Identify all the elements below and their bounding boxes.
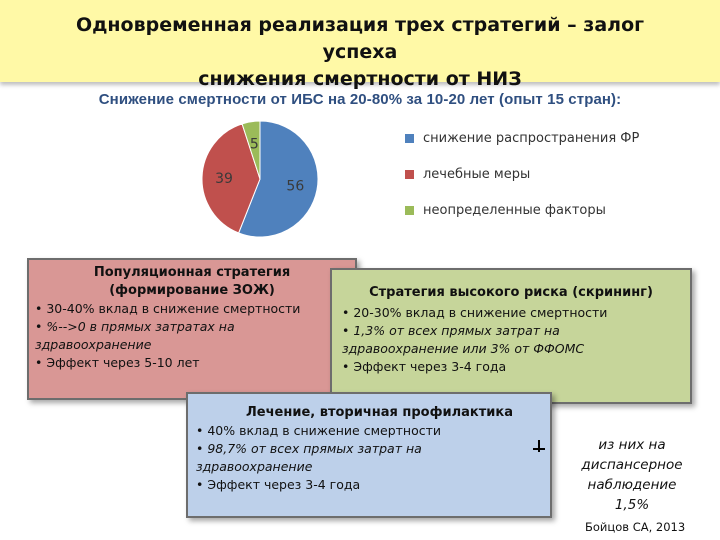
legend-swatch [405, 134, 414, 143]
chart-subtitle: Снижение смертности от ИБС на 20-80% за 10-20 лет (опыт 15 стран): [98, 91, 622, 108]
slide-title [40, 12, 680, 93]
legend-swatch [405, 206, 414, 215]
pie-chart [185, 113, 365, 253]
legend-item [405, 200, 639, 220]
population-strategy-line: • Эффект через 5-10 лет [35, 355, 200, 370]
high-risk-strategy-line: • 20-30% вклад в снижение смертности [342, 305, 608, 320]
legend-item [405, 128, 639, 148]
treatment-line: • Эффект через 3-4 года [196, 477, 361, 492]
chart-legend [405, 128, 639, 236]
side-note [563, 435, 701, 515]
pie-slice-label: 56 [286, 178, 305, 195]
pie-slice-label: 5 [249, 136, 259, 153]
side-note-line: 1,5% [614, 497, 650, 513]
population-strategy-line: • 30-40% вклад в снижение смертности [35, 301, 301, 316]
side-note-line: из них на [598, 437, 666, 453]
population-strategy-line: • %-->0 в прямых затратах на [35, 319, 235, 334]
slide-title-line1: Одновременная реализация трех стратегий – залог успеха [75, 14, 645, 63]
author-citation: Бойцов СА, 2013 [585, 520, 686, 534]
high-risk-strategy-line: • 1,3% от всех прямых затрат на [342, 323, 560, 338]
side-note-line: диспансерное [581, 457, 683, 473]
treatment-line: • 98,7% от всех прямых затрат на [196, 441, 422, 456]
high-risk-strategy-box [330, 268, 692, 404]
treatment-title: Лечение, вторичная профилактика [246, 405, 513, 420]
legend-label: снижение распространения ФР [423, 130, 640, 146]
treatment-line: здравоохранение [196, 459, 313, 474]
population-strategy-subtitle: (формирование ЗОЖ) [109, 283, 275, 298]
high-risk-strategy-line: • Эффект через 3-4 года [342, 359, 507, 374]
connector-tick [538, 440, 540, 452]
high-risk-strategy-title: Стратегия высокого риска (скрининг) [369, 285, 653, 300]
high-risk-strategy-line: здравоохранение или 3% от ФФОМС [342, 341, 585, 356]
treatment-line: • 40% вклад в снижение смертности [196, 423, 442, 438]
slide-title-line2: снижения смертности от НИЗ [198, 68, 522, 90]
legend-label: неопределенные факторы [423, 202, 606, 218]
population-strategy-title: Популяционная стратегия [93, 265, 291, 280]
side-note-line: наблюдение [587, 477, 677, 493]
legend-label: лечебные меры [423, 166, 531, 182]
treatment-box [186, 392, 552, 518]
legend-item [405, 164, 639, 184]
title-banner [0, 0, 720, 90]
population-strategy-box [27, 258, 357, 400]
legend-swatch [405, 170, 414, 179]
pie-slice-label: 39 [215, 170, 233, 187]
population-strategy-line: здравоохранение [35, 337, 152, 352]
